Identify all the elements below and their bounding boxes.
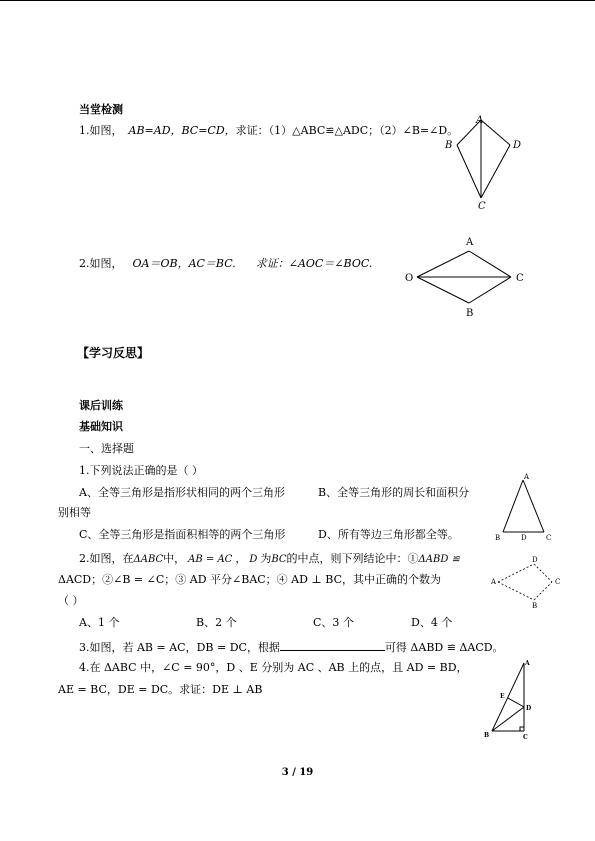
- mc1-triangle-figure: [490, 470, 555, 540]
- q3-text-post: 可得 ΔABD ≌ ΔACD。: [384, 641, 504, 654]
- question-1: [79, 124, 458, 138]
- q2-rhombus-figure: [400, 235, 530, 320]
- mc1-label-d: D: [521, 534, 527, 542]
- q4-label-a: A: [525, 660, 530, 667]
- mc2-label-b: B: [532, 602, 538, 610]
- mc2-choice-b: B、2 个: [196, 616, 237, 629]
- mc2-line-1: [79, 552, 460, 567]
- q4-right-angle-mark: [520, 727, 524, 731]
- q1-ask: 求证：（1）△ABC≌△ADC；（2）∠B=∠D。: [235, 124, 459, 137]
- mc1-segment-ab: [503, 480, 523, 532]
- mc2-segment-ad: [498, 564, 534, 582]
- question-4-line-1: 4.在 ΔABC 中，∠C = 90°，D 、E 分别为 AC 、AB 上的点，且 AD = BD，: [79, 661, 468, 674]
- q4-right-triangle-figure: [480, 655, 540, 740]
- q1-segment-dc: [481, 145, 510, 198]
- basic-knowledge-heading: 基础知识: [79, 420, 123, 433]
- q2-label-a: A: [466, 237, 474, 248]
- q4-label-b: B: [484, 732, 490, 739]
- mc2-choice-c: C、3 个: [313, 616, 354, 629]
- q2-label-c: C: [516, 273, 524, 284]
- mc2-text-1j: ΔABD ≌: [418, 554, 460, 565]
- q2-label-o: O: [405, 273, 414, 284]
- mc2-choice-d: D、4 个: [411, 616, 453, 629]
- q1-label-c: C: [478, 201, 486, 212]
- mc1-label-a: A: [524, 473, 530, 481]
- mc1-option-b: B、全等三角形的周长和面积分: [318, 486, 470, 499]
- q2-segment-ac: [469, 251, 511, 277]
- q1-label-a: A: [476, 115, 484, 126]
- mc1-label-b: B: [495, 534, 501, 542]
- q1-segment-bc: [457, 145, 481, 198]
- homework-heading: 课后训练: [79, 399, 123, 412]
- q1-kite-figure: [440, 110, 530, 215]
- q1-segment-ad: [481, 120, 510, 145]
- q1-lead: 如图，: [89, 124, 123, 137]
- q2-number: 2.: [79, 257, 90, 270]
- mc2-text-1b: ΔABC: [133, 554, 164, 565]
- q2-segment-ob: [417, 277, 469, 303]
- page-number: 3 / 19: [281, 767, 314, 778]
- mc1-label-c: C: [546, 534, 552, 542]
- mc2-line-3: （ ）: [58, 594, 84, 607]
- mc2-segment-ab: [498, 582, 534, 600]
- q4-segment-ed: [508, 698, 524, 707]
- mc1-stem: 1.下列说法正确的是（ ）: [79, 464, 203, 477]
- q4-segment-ab: [492, 663, 524, 731]
- q3-answer-blank[interactable]: [280, 639, 385, 651]
- q2-segment-bc: [469, 277, 511, 303]
- q2-lead: 如图，: [89, 257, 123, 270]
- q2-ask: 求证：∠AOC＝∠BOC.: [255, 257, 373, 270]
- question-4-line-2: AE = BC，DE = DC。求证：DE ⊥ AB: [58, 683, 263, 696]
- mc2-segment-bc: [534, 582, 552, 600]
- mc2-line-2: ΔACD；②∠B = ∠C；③ AD 平分∠BAC；④ AD ⊥ BC，其中正确的个数为: [58, 573, 441, 586]
- mc2-label-d: D: [532, 556, 538, 564]
- mc2-text-1f: D: [249, 554, 258, 565]
- q4-label-d: D: [526, 705, 532, 712]
- mc1-option-b-continued: 别相等: [58, 506, 91, 519]
- q1-label-b: B: [445, 140, 453, 151]
- question-3: [79, 639, 504, 655]
- q1-condition: AB=AD，BC=CD，: [128, 124, 236, 137]
- q1-label-d: D: [513, 140, 522, 151]
- mc1-option-a: A、全等三角形是指形状相同的两个三角形: [79, 486, 285, 499]
- part-one-heading: 一、选择题: [79, 442, 134, 455]
- q3-text-pre: 3.如图，若 AB = AC，DB = DC，根据: [79, 641, 280, 654]
- mc1-segment-ac: [523, 480, 544, 532]
- mc2-text-1g: 为: [260, 552, 272, 565]
- mc2-text-1d: AB = AC: [188, 554, 233, 565]
- mc2-text-1i: 的中点，则下列结论中：①: [286, 552, 419, 565]
- mc1-option-d: D、所有等边三角形都全等。: [318, 528, 459, 541]
- section-heading-check: 当堂检测: [79, 103, 123, 116]
- mc2-text-1a: 2.如图，在: [79, 552, 134, 565]
- page-top-border: [0, 0, 595, 1]
- mc1-option-c: C、全等三角形是指面积相等的两个三角形: [79, 528, 286, 541]
- q2-segment-oa: [417, 251, 469, 277]
- mc2-label-c: C: [555, 578, 561, 586]
- q4-label-e: E: [500, 693, 505, 700]
- mc2-segment-dc: [534, 564, 552, 582]
- mc2-text-1c: 中，: [163, 552, 186, 565]
- q2-label-b: B: [466, 308, 474, 319]
- mc2-kite-figure: [488, 553, 563, 608]
- mc2-text-1e: ，: [235, 552, 247, 565]
- mc2-text-1h: BC: [271, 554, 287, 565]
- mc2-label-a: A: [491, 578, 497, 586]
- q2-condition: OA＝OB，AC＝BC.: [132, 257, 236, 270]
- reflection-heading: 【学习反思】: [77, 346, 150, 360]
- mc2-choice-a: A、1 个: [79, 616, 120, 629]
- q4-label-c: C: [523, 734, 528, 741]
- q1-number: 1.: [79, 124, 90, 137]
- q4-segment-bd: [492, 707, 524, 731]
- question-2: [79, 257, 372, 271]
